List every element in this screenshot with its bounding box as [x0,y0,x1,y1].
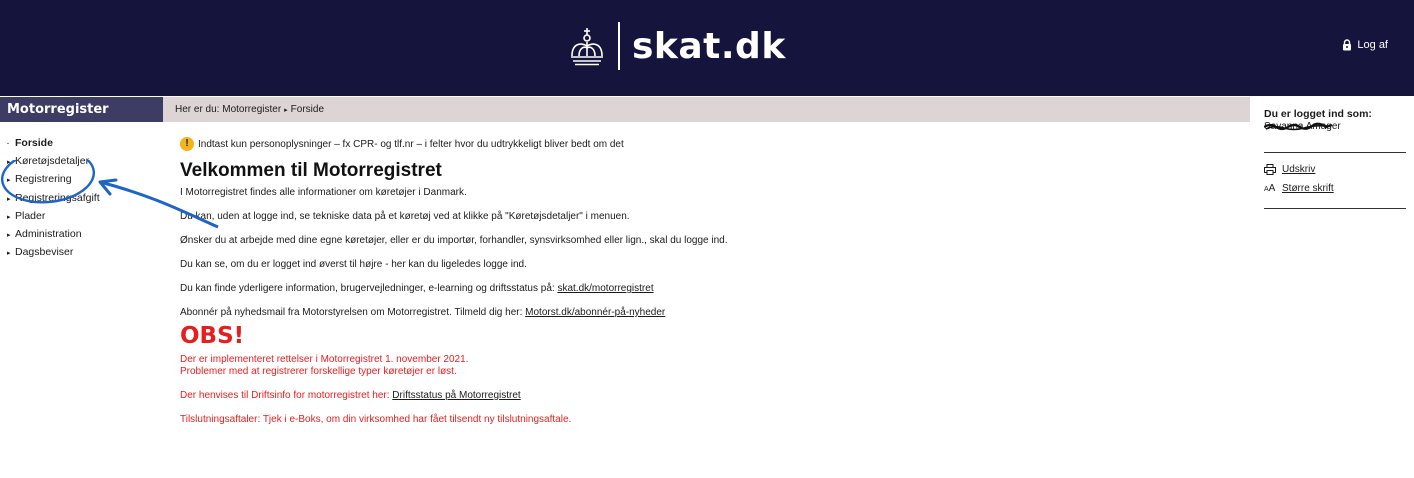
warning-icon: ! [180,137,194,151]
larger-font-button[interactable] [1264,183,1406,194]
login-status-paragraph: Du kan se, om du er logget ind øverst til højre - her kan du ligeledes logge ind. [180,259,527,270]
vehicle-details-paragraph: Du kan, uden at logge ind, se tekniske data på et køretøj ved at klikke på "Køretøjsdetaljer" i menuen. [180,211,630,222]
notice-text: Indtast kun personoplysninger – fx CPR- og tlf.nr – i felter hvor du udtrykkeligt bliver bedt om det [198,138,624,150]
privacy-notice [180,136,1240,152]
triangle-right-icon: ▸ [7,195,11,203]
sidebar-item-label: Køretøjsdetaljer [15,155,90,168]
obs-heading: OBS! [180,323,245,349]
driftsstatus-link[interactable]: Driftsstatus på Motorregistret [392,390,521,401]
newsletter-paragraph [180,307,1240,319]
sidebar-item-registrering[interactable] [7,171,100,189]
breadcrumb [163,97,1250,122]
info-text: Du kan finde yderligere information, brugervejledninger, e-learning og driftsstatus på: [180,283,555,294]
sidebar-item-label: Plader [15,209,46,222]
crown-icon [566,26,608,66]
sidebar-item-label: Administration [15,228,82,241]
panel-divider-top [1264,152,1406,153]
triangle-right-icon: ▸ [7,213,11,221]
logo-divider [618,22,620,70]
driftsinfo-text: Der henvises til Driftsinfo for motorregistret her: [180,390,390,401]
main-content [180,136,1240,426]
newsletter-text: Abonnér på nyhedsmail fra Motorstyrelsen om Motorregistret. Tilmeld dig her: [180,307,523,318]
sidebar-item-administration[interactable] [7,226,100,244]
printer-icon [1264,164,1276,175]
breadcrumb-link-forside[interactable]: Forside [290,104,325,115]
obs-line-1: Der er implementeret rettelser i Motorregistret 1. november 2021. [180,354,469,365]
intro-paragraph: I Motorregistret findes alle informationer om køretøjer i Danmark. [180,187,467,198]
text-size-icon: AA [1264,183,1276,194]
sidebar-item-label: Registreringsafgift [15,191,100,204]
sidebar-item-label: Forside [15,137,53,149]
sidebar-item-registreringsafgift[interactable] [7,190,100,208]
logout-button[interactable] [1342,39,1388,51]
triangle-right-icon: ▸ [7,232,11,240]
sidebar-item-plader[interactable] [7,208,100,226]
dot-icon: · [7,141,10,148]
panel-divider-bottom [1264,208,1406,209]
logged-in-label: Du er logget ind som: [1264,108,1372,120]
page-title: Velkommen til Motorregistret [180,160,442,181]
breadcrumb-link-motorregister[interactable]: Motorregister [222,104,282,115]
sidebar-item-forside[interactable] [7,135,100,153]
user-panel [1264,108,1406,209]
login-paragraph: Ønsker du at arbejde med dine egne køretøjer, eller er du importør, forhandler, synsvirksomhed eller lign., skal du logge ind. [180,235,728,246]
triangle-right-icon: ▸ [7,250,11,258]
larger-font-label: Større skrift [1282,183,1334,194]
print-label: Udskriv [1282,164,1316,175]
sidebar-item-label: Dagsbeviser [15,246,74,259]
redaction-scribble [1264,121,1344,133]
obs-tilslutning: Tilslutningsaftaler: Tjek i e-Boks, om din virksomhed har fået tilsendt ny tilslutningsaftale. [180,414,572,425]
triangle-right-icon: ▸ [7,177,11,185]
breadcrumb-arrow-icon: ▸ [284,107,288,114]
sidebar-item-label: Registrering [15,173,72,186]
skat-logo[interactable] [566,20,786,72]
info-paragraph [180,283,1240,295]
lock-icon [1342,39,1352,51]
sidebar-title: Motorregister [0,97,163,122]
triangle-right-icon: ▸ [7,159,11,167]
obs-line-2: Problemer med at registrerer forskellige typer køretøjer er løst. [180,366,457,377]
sidebar-item-koretojsdetaljer[interactable] [7,153,100,171]
print-button[interactable] [1264,164,1406,175]
sidebar-item-dagsbeviser[interactable] [7,244,100,262]
sidebar-nav [7,135,100,262]
logout-label: Log af [1357,39,1388,51]
newsletter-signup-link[interactable]: Motorst.dk/abonnér-på-nyheder [525,307,666,318]
top-header [0,0,1414,96]
user-name-text: Savanna Amager [1264,121,1341,132]
obs-driftsinfo [180,390,1240,402]
breadcrumb-prefix: Her er du: [175,104,220,115]
logo-text: skat.dk [632,25,786,67]
user-name [1264,121,1341,132]
skat-motorregistret-link[interactable]: skat.dk/motorregistret [557,283,654,294]
